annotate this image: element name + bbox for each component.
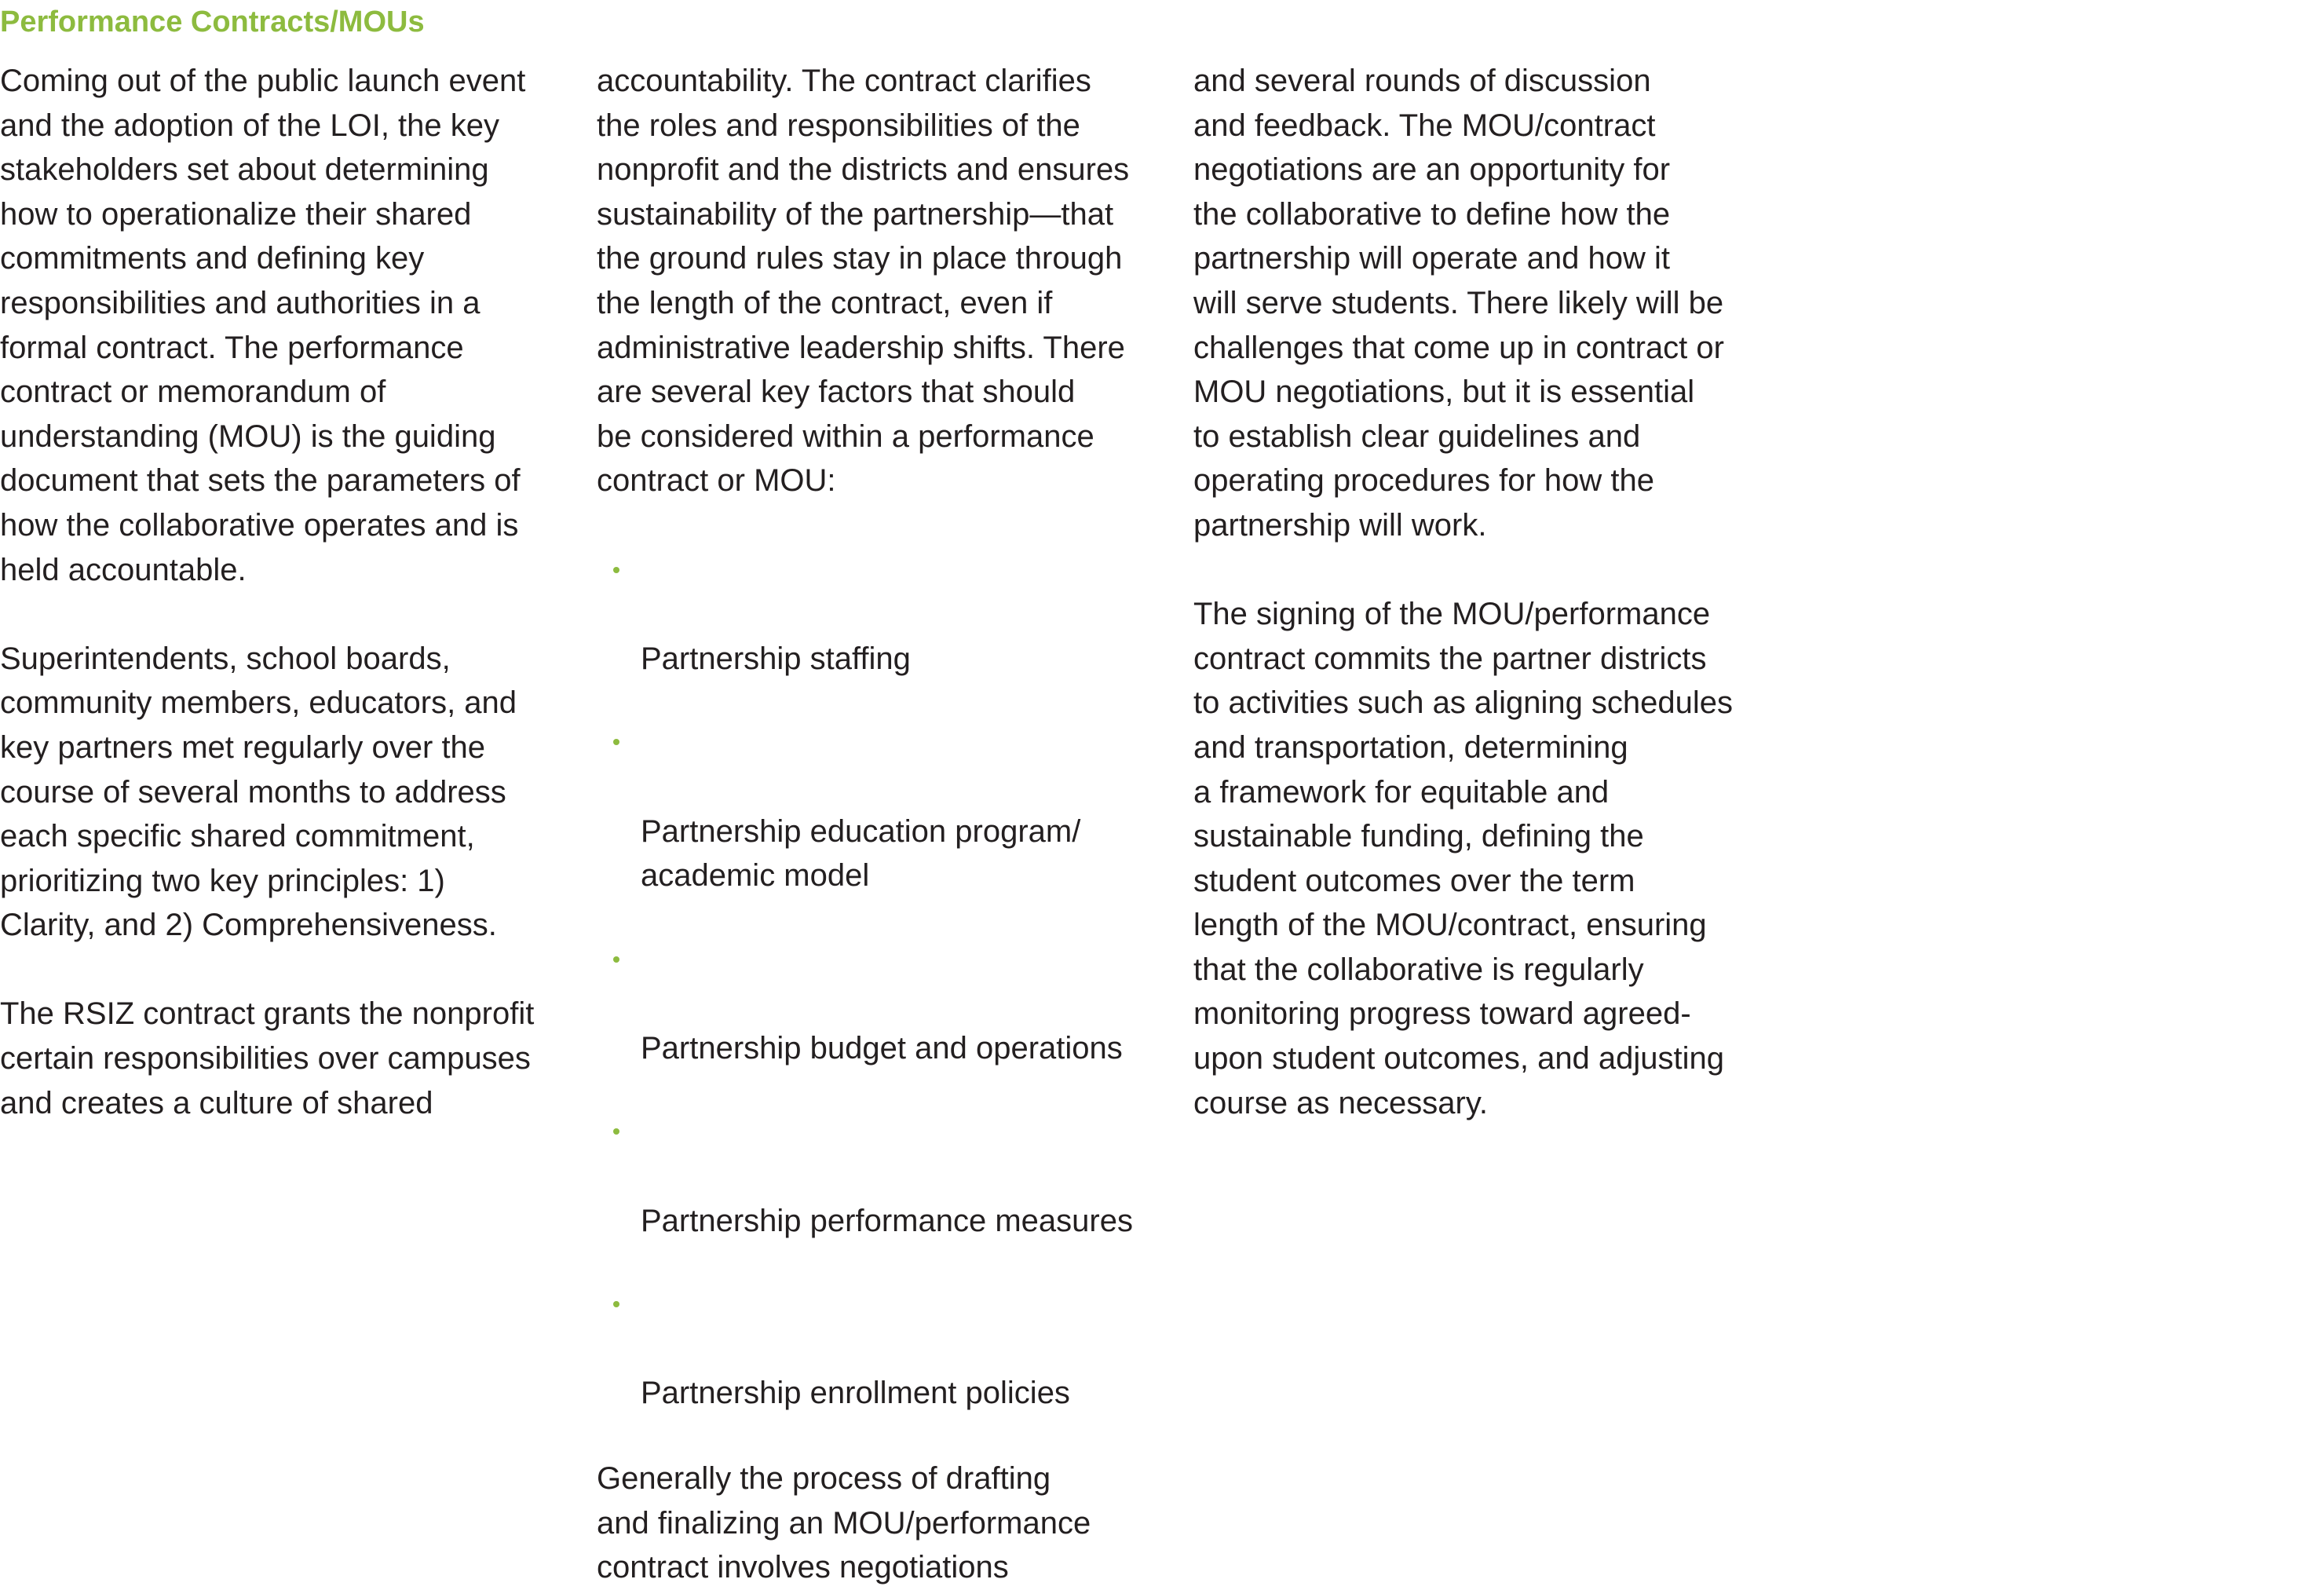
paragraph: and several rounds of discussion and feedback. The MOU/contract negotiations are an opportunity for the collaborative to define how the partnership will operate and how it will serve students. There likely will be challenges that come up in contract or MOU negotiations, but it is essential to establish clear guidelines and operating procedures for how the partnership will work. xyxy=(1193,64,1724,543)
list-item xyxy=(597,720,1166,897)
list-item-text: Partnership performance measures xyxy=(641,1203,1133,1238)
list-item-text: Partnership staffing xyxy=(641,641,911,676)
paragraph: Superintendents, school boards, community members, educators, and key partners met regularly over the course of several months to address each specific shared commitment, prioritizing two key principles: 1) Clarity, and 2) Comprehensiveness. xyxy=(0,641,517,943)
text-column-2 xyxy=(597,59,1166,1590)
list-item xyxy=(597,1109,1166,1243)
bullet-icon xyxy=(613,739,619,745)
list-item-text: Partnership budget and operations xyxy=(641,1030,1123,1065)
paragraph: Generally the process of drafting and finalizing an MOU/performance contract involves negotiations xyxy=(597,1461,1091,1585)
list-item xyxy=(597,548,1166,682)
bullet-icon xyxy=(613,1128,619,1135)
text-column-1 xyxy=(0,59,569,1125)
bullet-icon xyxy=(613,956,619,963)
key-factors-list xyxy=(597,548,1166,1416)
list-item xyxy=(597,938,1166,1071)
text-column-3 xyxy=(1193,59,1763,1125)
paragraph: The signing of the MOU/performance contract commits the partner districts to activities such as aligning schedules and transportation, determining a framework for equitable and sustainable funding, defining the student outcomes over the term length of the MOU/contract, ensuring that the collaborative is regularly monitoring progress toward agreed- upon student outcomes, and adjusting course as necessary. xyxy=(1193,597,1734,1120)
list-item-text: Partnership enrollment policies xyxy=(641,1376,1070,1411)
bullet-icon xyxy=(613,567,619,573)
paragraph: The RSIZ contract grants the nonprofit certain responsibilities over campuses and creates a culture of shared xyxy=(0,996,535,1120)
paragraph: accountability. The contract clarifies the roles and responsibilities of the nonprofit and the districts and ensures sustainability of the partnership—that the ground rules stay in place through the length of the contract, even if administrative leadership shifts. There are several key factors that should be considered within a performance contract or MOU: xyxy=(597,64,1130,499)
list-item-text: Partnership education program/ academic model xyxy=(641,813,1081,894)
list-item xyxy=(597,1282,1166,1416)
paragraph: Coming out of the public launch event and the adoption of the LOI, the key stakeholders set about determining how to operationalize their shared commitments and defining key responsibilities and authorities in a formal contract. The performance contract or memorandum of understanding (MOU) is the guiding document that sets the parameters of how the collaborative operates and is held accountable. xyxy=(0,64,526,587)
bullet-icon xyxy=(613,1301,619,1307)
section-heading: Performance Contracts/MOUs xyxy=(0,5,425,38)
